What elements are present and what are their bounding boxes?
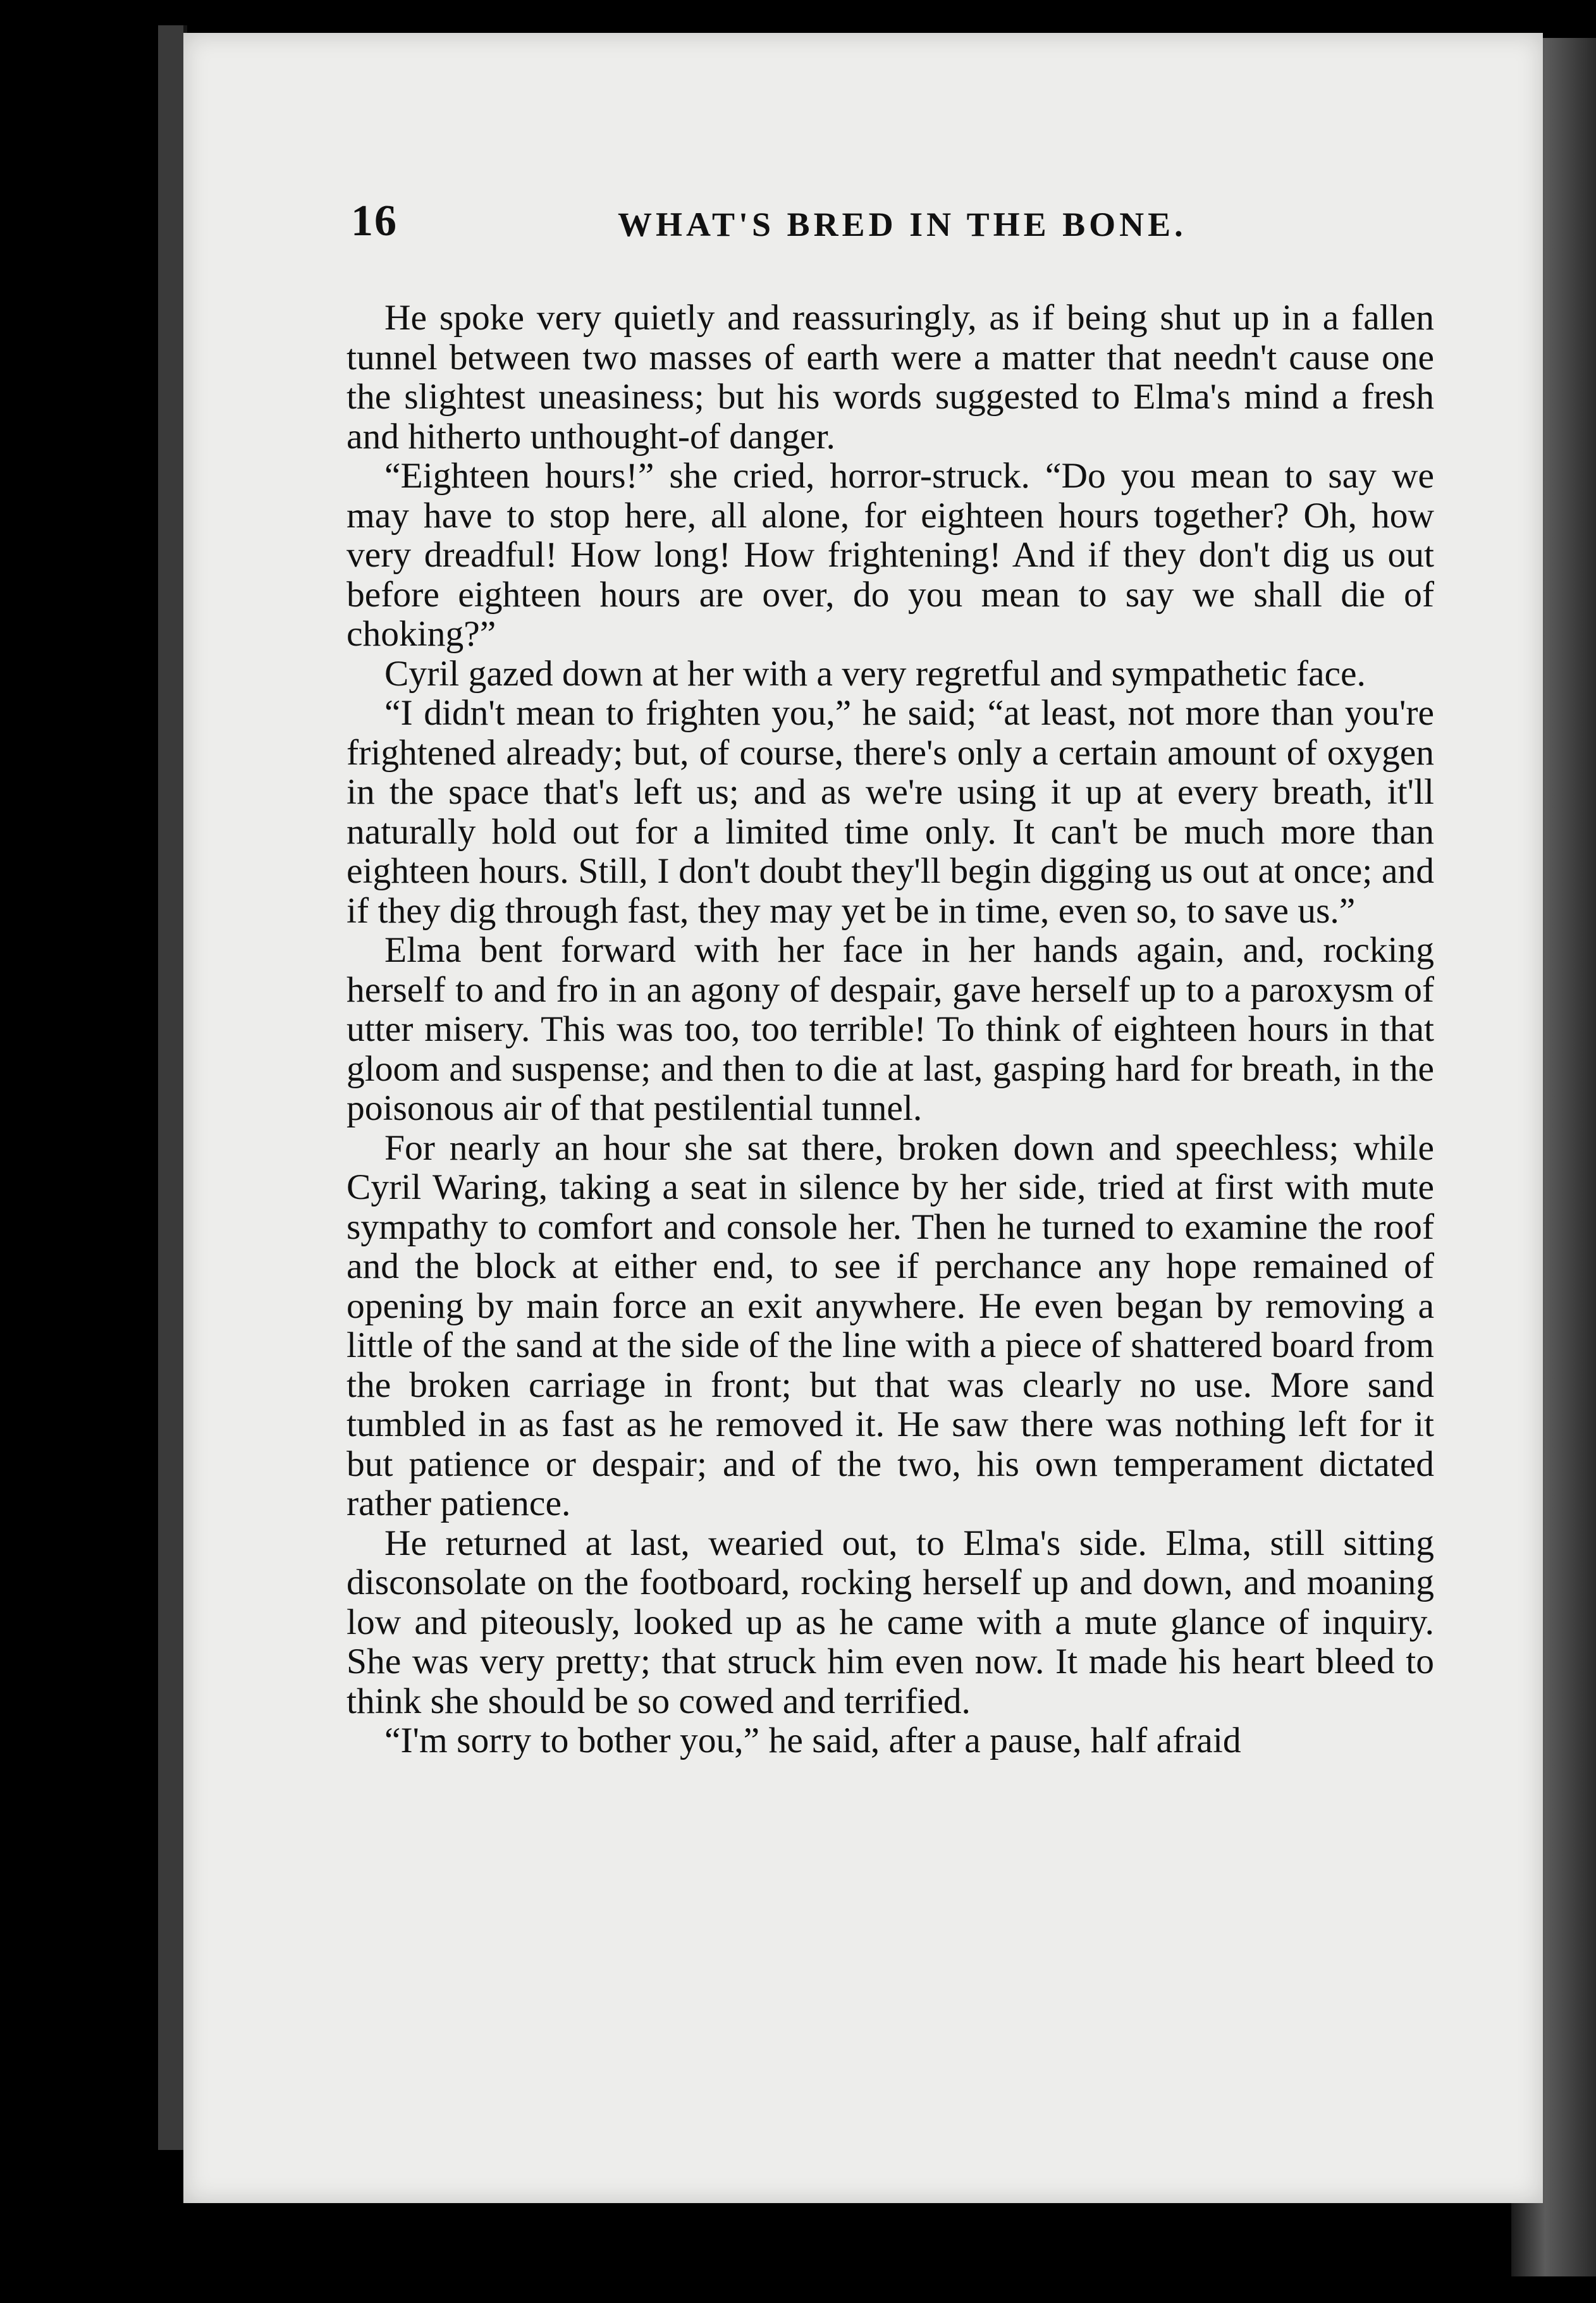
paragraph: Cyril gazed down at her with a very regretful and sympathetic face.	[384, 653, 1366, 694]
paragraph: “Eighteen hours!” she cried, horror-struck. “Do you mean to say we may have to stop here, all alone, for eighteen hours together? Oh, how very dreadful! How long! How frightening! And if they don't dig us out before eighteen hours are over, do you mean to say we shall die of choking?”	[347, 456, 1434, 654]
paragraph: “I'm sorry to bother you,” he said, after a pause, half afraid	[384, 1721, 1241, 1760]
paragraph: He returned at last, wearied out, to Elma's side. Elma, still sitting disconsolate on the footboard, rocking herself up and down, and moaning low and piteously, looked up as he came with a mute glance of inquiry. She was very pretty; that struck him even now. It made his heart bleed to think she should be so cowed and terrified.	[347, 1523, 1434, 1721]
paragraph: “I didn't mean to frighten you,” he said; “at least, not more than you're frightened already; but, of course, there's only a certain amount of oxygen in the space that's left us; and as we're using it up at every breath, it'll naturally hold out for a limited time only. It can't be much more than eighteen hours. Still, I don't doubt they'll begin digging us out at once; and if they dig through fast, they may yet be in time, even so, to save us.”	[347, 693, 1434, 931]
paragraph: For nearly an hour she sat there, broken down and speechless; while Cyril Waring, taking a seat in silence by her side, tried at first with mute sympathy to comfort and console her. Then he turned to examine the roof and the block at either end, to see if perchance any hope remained of opening by main force an exit anywhere. He even began by removing a little of the sand at the side of the line with a piece of shattered board from the broken carriage in front; but that was clearly no use. More sand tumbled in as fast as he removed it. He saw there was nothing left for it but patience or despair; and of the two, his own temperament dictated rather patience.	[347, 1127, 1434, 1523]
running-head	[351, 196, 1350, 253]
running-title: WHAT'S BRED IN THE BONE.	[618, 206, 1187, 243]
paragraph: Elma bent forward with her face in her hands again, and, rocking herself to and fro in an agony of despair, gave herself up to a paroxysm of utter misery. This was too, too terrible! To think of eighteen hours in that gloom and suspense; and then to die at last, gasping hard for breath, in the poisonous air of that pestilential tunnel.	[347, 930, 1434, 1128]
page-sheet	[183, 33, 1543, 2203]
page-number: 16	[351, 197, 398, 245]
paragraph: He spoke very quietly and reassuringly, as if being shut up in a fallen tunnel between two masses of earth were a matter that needn't cause one the slightest uneasiness; but his words suggested to Elma's mind a fresh and hitherto unthought-of danger.	[347, 298, 1434, 457]
body-text	[347, 298, 1434, 1761]
